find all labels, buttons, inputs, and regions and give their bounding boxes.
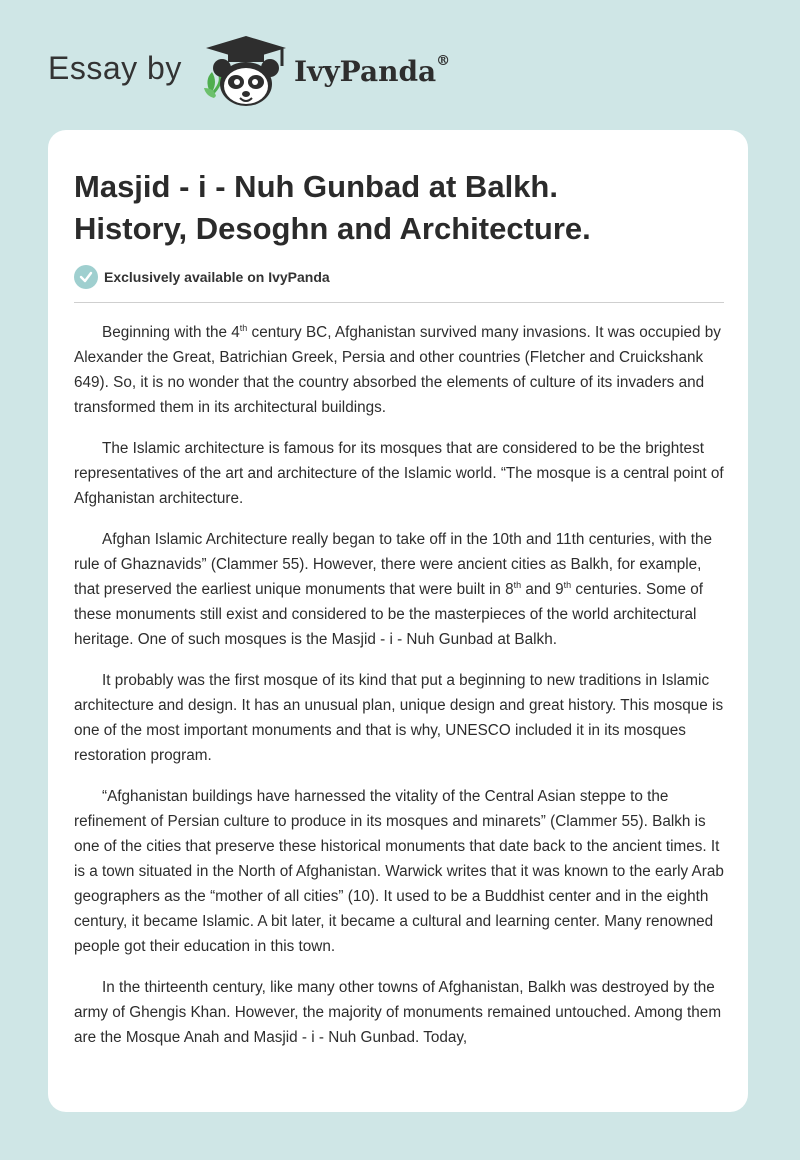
exclusive-badge <box>74 264 330 290</box>
essay-card <box>48 130 748 1112</box>
title-line-1: Masjid - i - Nuh Gunbad at Balkh. <box>74 169 558 204</box>
paragraph: “Afghanistan buildings have harnessed the vitality of the Central Asian steppe to the refinement of Persian culture to produce in its mosques and minarets” (Clammer 55). Balkh is one of the cities that preserve these historical monuments that date back to the ancient times. It is a town situated in the North of Afghanistan. Warwick writes that it was known to the early Arab geographers as the “mother of all cities” (10). It used to be a Buddhist center and in the eighth century, it became Islamic. A bit later, it became a cultural and learning center. Many renowned people got their education in this town. <box>74 788 724 955</box>
paragraph: The Islamic architecture is famous for its mosques that are considered to be the brightest representatives of the art and architecture of the Islamic world. “The mosque is a central point of Afghanistan architecture. <box>74 440 724 507</box>
divider <box>74 302 724 303</box>
registered-mark: ® <box>436 53 451 69</box>
essay-title <box>74 166 724 250</box>
brand-name[interactable] <box>294 55 450 88</box>
panda-logo-icon[interactable] <box>200 32 292 108</box>
paragraph: Beginning with the 4th century BC, Afghanistan survived many invasions. It was occupied by Alexander the Great, Batrichian Greek, Persia and other countries (Fletcher and Cruickshank 649). So, it is no wonder that the country absorbed the elements of culture of its invaders and transformed them in its architectural buildings. <box>74 323 721 416</box>
exclusive-label: Exclusively available on IvyPanda <box>104 269 330 285</box>
title-line-2: History, Desoghn and Architecture. <box>74 211 591 246</box>
checkmark-icon <box>74 265 98 289</box>
paragraph: It probably was the first mosque of its kind that put a beginning to new traditions in Islamic architecture and design. It has an unusual plan, unique design and great history. This mosque is one of the most important monuments and that is why, UNESCO included it in its mosques restoration program. <box>74 672 724 764</box>
brand-name-text: IvyPanda <box>294 55 437 88</box>
paragraph: Afghan Islamic Architecture really began to take off in the 10th and 11th centuries, with the rule of Ghaznavids” (Clammer 55). However, there were ancient cities as Balkh, for example, that preserved the earliest unique monuments that were built in 8th and 9th centuries. Some of these monuments still exist and considered to be the masterpieces of the world architectural heritage. One of such mosques is the Masjid - i - Nuh Gunbad at Balkh. <box>74 531 712 648</box>
essay-by-label: Essay by <box>48 50 182 86</box>
essay-body <box>74 320 726 1066</box>
site-header <box>0 0 800 130</box>
paragraph: In the thirteenth century, like many other towns of Afghanistan, Balkh was destroyed by the army of Ghengis Khan. However, the majority of monuments remained untouched. Among them are the Mosque Anah and Masjid - i - Nuh Gunbad. Today, <box>74 979 722 1046</box>
